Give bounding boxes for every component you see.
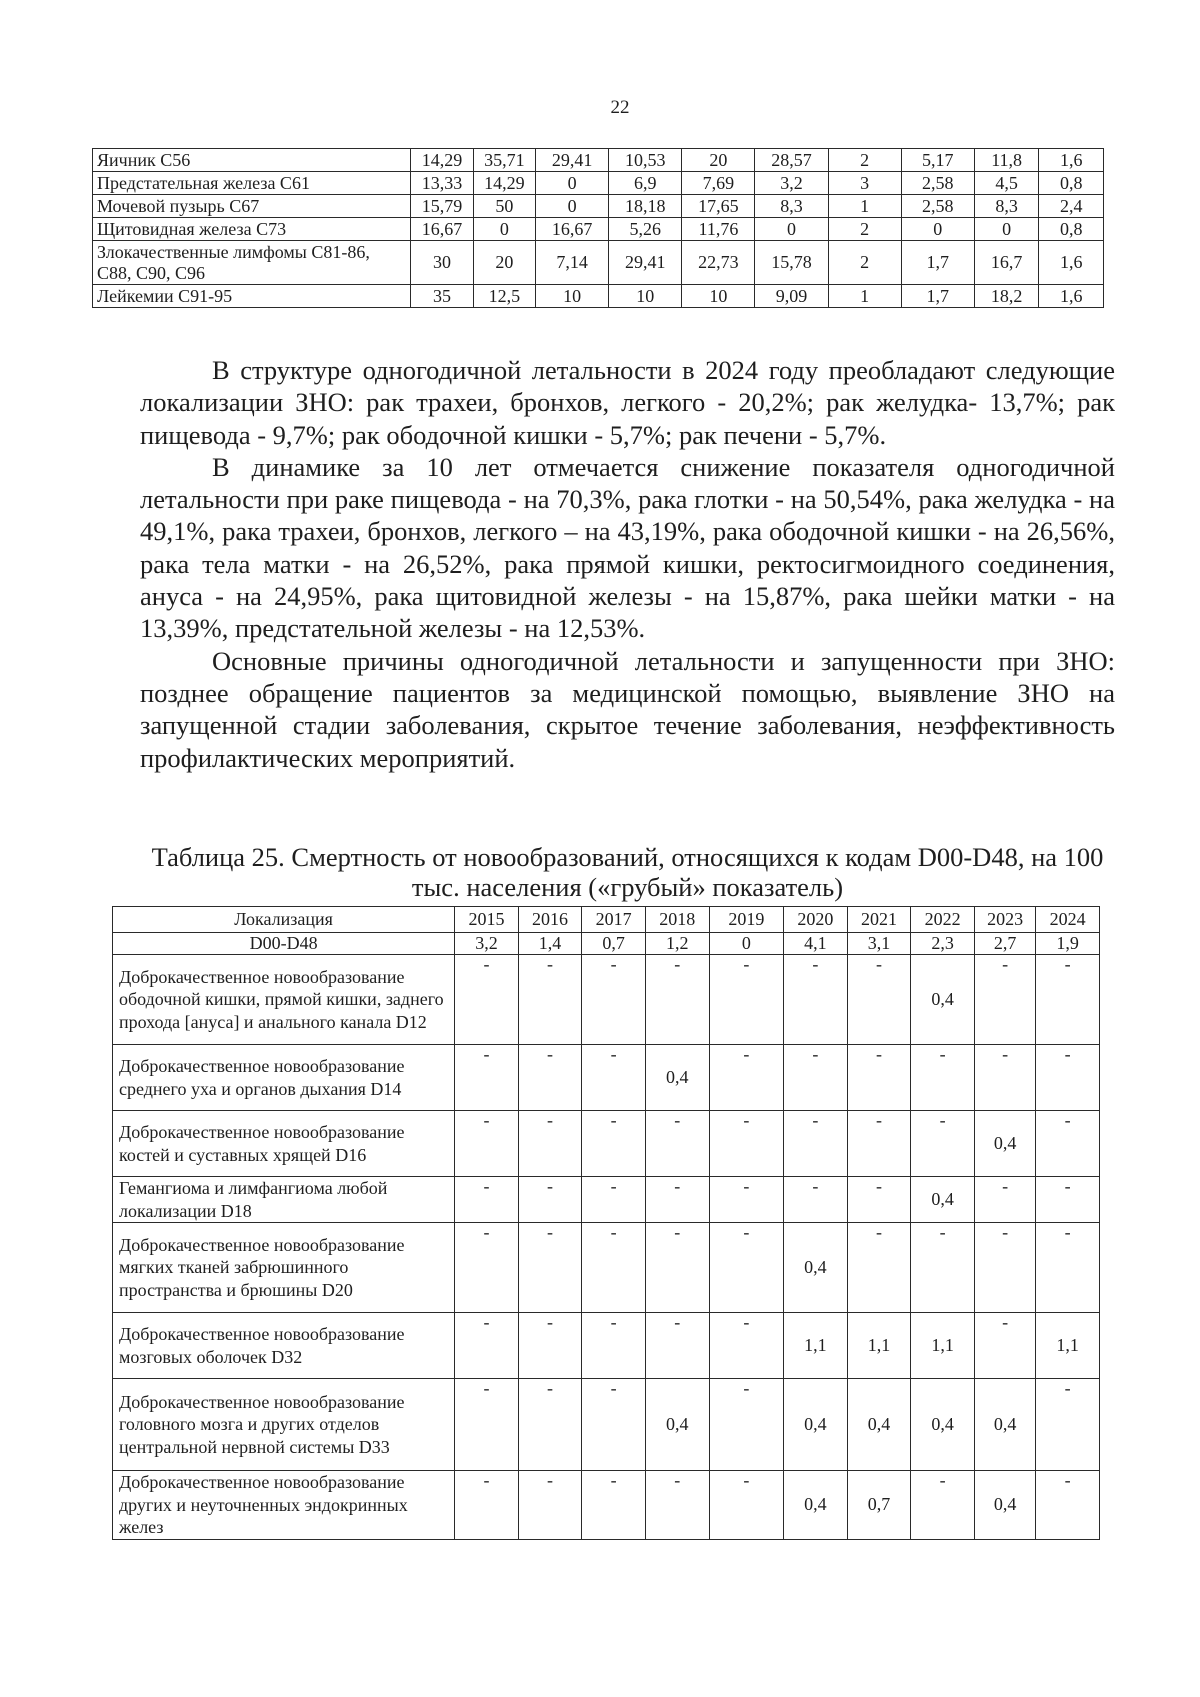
- table-cell: [582, 1177, 646, 1223]
- table-cell: 11,76: [682, 218, 755, 241]
- empty-dash: -: [812, 1176, 819, 1196]
- empty-dash: -: [610, 1312, 617, 1332]
- empty-dash: -: [812, 954, 819, 974]
- table-cell: [709, 1223, 784, 1313]
- table-cell: 3,2: [455, 933, 519, 955]
- table-cell: [455, 1471, 519, 1540]
- table-cell: [455, 1111, 519, 1177]
- table-cell: 8,3: [974, 195, 1039, 218]
- empty-dash: -: [1002, 1176, 1009, 1196]
- table-cell: 29,41: [536, 149, 609, 172]
- table-cell: 1,6: [1039, 241, 1104, 285]
- row-label: Мочевой пузырь С67: [93, 195, 411, 218]
- table-cell: 2,3: [911, 933, 975, 955]
- table-cell: 3,2: [755, 172, 828, 195]
- table-cell: 12,5: [473, 285, 535, 308]
- paragraph: В динамике за 10 лет отмечается снижение показателя одногодичной летальности при раке пищевода - на 70,3%, рака глотки - на 50,54%, рака желудка - на 49,1%, рака трахеи, бронхов, легкого – на 43,19%, рака ободочной кишки - на 26,56%, рака тела матки - на 26,52%, рака прямой кишки, ректосигмоидного соединения, ануса - на 24,95%, рака щитовидной железы - на 15,87%, рака шейки матки - на 13,39%, предстательной железы - на 12,53%.: [140, 451, 1115, 644]
- empty-dash: -: [1064, 1176, 1071, 1196]
- empty-dash: -: [743, 1222, 750, 1242]
- empty-dash: -: [1064, 1378, 1071, 1398]
- empty-dash: -: [610, 1176, 617, 1196]
- empty-dash: -: [483, 1470, 490, 1490]
- table-cell: 2: [828, 241, 901, 285]
- empty-dash: -: [674, 954, 681, 974]
- table-cell: [518, 1313, 582, 1379]
- table-cell: 10,53: [609, 149, 682, 172]
- table-cell: [847, 1045, 911, 1111]
- table-cell: [974, 1177, 1035, 1223]
- table-cell: [582, 955, 646, 1045]
- row-label: Щитовидная железа С73: [93, 218, 411, 241]
- empty-dash: -: [875, 1222, 882, 1242]
- row-label: Лейкемии С91-95: [93, 285, 411, 308]
- header-year: 2021: [847, 907, 911, 933]
- table-row: [93, 149, 1104, 172]
- table-cell: 1,2: [645, 933, 709, 955]
- table-cell: 35,71: [473, 149, 535, 172]
- empty-dash: -: [547, 954, 554, 974]
- empty-dash: -: [1064, 1470, 1071, 1490]
- table-cell: 28,57: [755, 149, 828, 172]
- empty-dash: -: [1064, 1044, 1071, 1064]
- row-label: Доброкачественное новообразование костей и суставных хрящей D16: [113, 1111, 455, 1177]
- table-cell: [784, 1313, 848, 1379]
- table-cell: 50: [473, 195, 535, 218]
- table-cell: [455, 1223, 519, 1313]
- table-cell: [455, 1313, 519, 1379]
- empty-dash: -: [674, 1312, 681, 1332]
- empty-dash: -: [547, 1176, 554, 1196]
- cell-value: 1,1: [1056, 1335, 1079, 1355]
- table-cell: 5,17: [901, 149, 974, 172]
- table-cell: 1,4: [518, 933, 582, 955]
- table-cell: [911, 1111, 975, 1177]
- table-cell: 1,7: [901, 285, 974, 308]
- table-cell: [784, 955, 848, 1045]
- row-label: Доброкачественное новообразование ободочной кишки, прямой кишки, заднего прохода [ануса] и анального канала D12: [113, 955, 455, 1045]
- table-cell: [784, 1471, 848, 1540]
- table-cell: 2: [828, 218, 901, 241]
- table-cell: [911, 1379, 975, 1471]
- table-cell: 2,4: [1039, 195, 1104, 218]
- empty-dash: -: [483, 1312, 490, 1332]
- empty-dash: -: [674, 1222, 681, 1242]
- table-cell: [645, 1379, 709, 1471]
- cell-value: 1,1: [804, 1335, 827, 1355]
- table-cell: 0: [974, 218, 1039, 241]
- table-row: [93, 241, 1104, 285]
- table-cell: [974, 1379, 1035, 1471]
- table-cell: 17,65: [682, 195, 755, 218]
- table-cell: [1036, 1223, 1100, 1313]
- cell-value: 0,4: [993, 1133, 1017, 1153]
- empty-dash: -: [483, 954, 490, 974]
- table-cell: 0: [473, 218, 535, 241]
- header-localization: Локализация: [113, 907, 455, 933]
- empty-dash: -: [1064, 1110, 1071, 1130]
- header-year: 2016: [518, 907, 582, 933]
- table-row: [93, 218, 1104, 241]
- table-cell: 14,29: [411, 149, 473, 172]
- table-row: [93, 285, 1104, 308]
- cell-value: 1,1: [931, 1335, 954, 1355]
- row-label: Доброкачественное новообразование мягких тканей забрюшинного пространства и брюшины D20: [113, 1223, 455, 1313]
- table-cell: [911, 1313, 975, 1379]
- row-label: Предстательная железа С61: [93, 172, 411, 195]
- empty-dash: -: [939, 1110, 946, 1130]
- cell-value: 0,4: [804, 1414, 827, 1434]
- table-cell: 0: [755, 218, 828, 241]
- empty-dash: -: [743, 954, 750, 974]
- table-row: [93, 195, 1104, 218]
- empty-dash: -: [674, 1470, 681, 1490]
- empty-dash: -: [875, 1044, 882, 1064]
- table-cell: [784, 1177, 848, 1223]
- table-cell: [645, 1045, 709, 1111]
- table-cell: 29,41: [609, 241, 682, 285]
- table-cell: [847, 1313, 911, 1379]
- table-cell: [847, 1223, 911, 1313]
- table-cell: [518, 1471, 582, 1540]
- table-cell: 11,8: [974, 149, 1039, 172]
- table-25: [112, 906, 1100, 1540]
- empty-dash: -: [1064, 954, 1071, 974]
- table-cell: [1036, 1045, 1100, 1111]
- table-cell: [709, 1379, 784, 1471]
- table-cell: [847, 1379, 911, 1471]
- table-row: [113, 1471, 1100, 1540]
- table-cell: 0: [901, 218, 974, 241]
- header-row: [113, 907, 1100, 933]
- table-cell: [974, 1111, 1035, 1177]
- table-cell: [582, 1223, 646, 1313]
- empty-dash: -: [547, 1110, 554, 1130]
- table-cell: [582, 1111, 646, 1177]
- table-cell: [709, 1177, 784, 1223]
- table-cell: 6,9: [609, 172, 682, 195]
- mortality-table-top: [92, 148, 1104, 308]
- header-year: 2023: [974, 907, 1035, 933]
- empty-dash: -: [610, 1044, 617, 1064]
- table-cell: [847, 1177, 911, 1223]
- paragraph: Основные причины одногодичной летальности и запущенности при ЗНО: позднее обращение пациентов за медицинской помощью, выявление ЗНО на запущенной стадии заболевания, скрытое течение заболевания, неэффективность профилактических мероприятий.: [140, 645, 1115, 773]
- empty-dash: -: [483, 1222, 490, 1242]
- table-cell: [582, 1379, 646, 1471]
- empty-dash: -: [610, 1378, 617, 1398]
- table-cell: [709, 1313, 784, 1379]
- table-cell: 15,79: [411, 195, 473, 218]
- table-cell: [1036, 1379, 1100, 1471]
- table-cell: 8,3: [755, 195, 828, 218]
- table-cell: [518, 955, 582, 1045]
- empty-dash: -: [939, 1470, 946, 1490]
- header-year: 2022: [911, 907, 975, 933]
- table-cell: 0: [709, 933, 784, 955]
- table-cell: 3,1: [847, 933, 911, 955]
- empty-dash: -: [743, 1378, 750, 1398]
- table-cell: 0: [536, 172, 609, 195]
- table-cell: 1: [828, 195, 901, 218]
- cell-value: 0,4: [993, 1414, 1017, 1434]
- table-cell: [582, 1045, 646, 1111]
- table-cell: [784, 1111, 848, 1177]
- empty-dash: -: [1002, 1222, 1009, 1242]
- table-cell: 20: [682, 149, 755, 172]
- empty-dash: -: [483, 1176, 490, 1196]
- table-cell: [455, 1045, 519, 1111]
- cell-value: 0,4: [665, 1414, 689, 1434]
- table-cell: 4,5: [974, 172, 1039, 195]
- table-cell: 16,67: [411, 218, 473, 241]
- table-cell: [1036, 1177, 1100, 1223]
- table-cell: 13,33: [411, 172, 473, 195]
- empty-dash: -: [875, 1176, 882, 1196]
- table-cell: 2,58: [901, 195, 974, 218]
- table-cell: 3: [828, 172, 901, 195]
- table-cell: 1,6: [1039, 285, 1104, 308]
- header-year: 2024: [1036, 907, 1100, 933]
- row-label: Яичник С56: [93, 149, 411, 172]
- table-cell: [911, 1045, 975, 1111]
- empty-dash: -: [547, 1470, 554, 1490]
- table-cell: 5,26: [609, 218, 682, 241]
- table-cell: 0: [536, 195, 609, 218]
- table-cell: [847, 1111, 911, 1177]
- table-cell: [518, 1045, 582, 1111]
- header-year: 2017: [582, 907, 646, 933]
- table-cell: [1036, 1313, 1100, 1379]
- table-row: [113, 1223, 1100, 1313]
- table-cell: 10: [609, 285, 682, 308]
- table-cell: [974, 1313, 1035, 1379]
- empty-dash: -: [547, 1378, 554, 1398]
- empty-dash: -: [743, 1470, 750, 1490]
- table-cell: [911, 1177, 975, 1223]
- table-cell: [1036, 1471, 1100, 1540]
- cell-value: 0,4: [931, 1189, 954, 1209]
- cell-value: 1,1: [867, 1335, 891, 1355]
- table-row: [113, 1313, 1100, 1379]
- table-cell: [709, 1045, 784, 1111]
- empty-dash: -: [610, 1110, 617, 1130]
- row-label: Доброкачественное новообразование среднего уха и органов дыхания D14: [113, 1045, 455, 1111]
- table-cell: 16,67: [536, 218, 609, 241]
- table-cell: 2: [828, 149, 901, 172]
- row-label: Доброкачественное новообразование других и неуточненных эндокринных желез: [113, 1471, 455, 1540]
- empty-dash: -: [547, 1312, 554, 1332]
- table-cell: [645, 1111, 709, 1177]
- table-cell: 15,78: [755, 241, 828, 285]
- table-cell: [455, 1379, 519, 1471]
- table-row: [93, 172, 1104, 195]
- table-cell: 2,58: [901, 172, 974, 195]
- table-cell: 16,7: [974, 241, 1039, 285]
- cell-value: 0,4: [804, 1257, 827, 1277]
- table-cell: 0,8: [1039, 218, 1104, 241]
- table-cell: 18,18: [609, 195, 682, 218]
- table-cell: [974, 955, 1035, 1045]
- cell-value: 0,4: [993, 1494, 1017, 1515]
- cell-value: 0,4: [665, 1067, 689, 1087]
- table-cell: [518, 1379, 582, 1471]
- table-cell: [518, 1223, 582, 1313]
- header-year: 2019: [709, 907, 784, 933]
- table-cell: [455, 1177, 519, 1223]
- header-year: 2015: [455, 907, 519, 933]
- table-cell: [645, 1313, 709, 1379]
- total-row: [113, 933, 1100, 955]
- table-cell: 1,9: [1036, 933, 1100, 955]
- table-cell: [645, 955, 709, 1045]
- table-row: [113, 955, 1100, 1045]
- table-cell: [847, 1471, 911, 1540]
- table-cell: [911, 955, 975, 1045]
- cell-value: 0,7: [867, 1494, 891, 1515]
- empty-dash: -: [743, 1044, 750, 1064]
- header-year: 2018: [645, 907, 709, 933]
- table-row: [113, 1111, 1100, 1177]
- table-row: [113, 1379, 1100, 1471]
- table-cell: [582, 1471, 646, 1540]
- empty-dash: -: [939, 1044, 946, 1064]
- table-cell: [518, 1177, 582, 1223]
- empty-dash: -: [674, 1110, 681, 1130]
- table-cell: [645, 1471, 709, 1540]
- row-label: Злокачественные лимфомы С81-86, С88, С90, С96: [93, 241, 411, 285]
- empty-dash: -: [743, 1176, 750, 1196]
- table-cell: 22,73: [682, 241, 755, 285]
- empty-dash: -: [812, 1110, 819, 1130]
- table-cell: 2,7: [974, 933, 1035, 955]
- table-cell: 14,29: [473, 172, 535, 195]
- table-cell: [582, 1313, 646, 1379]
- empty-dash: -: [547, 1044, 554, 1064]
- table-cell: 4,1: [784, 933, 848, 955]
- table-cell: [784, 1379, 848, 1471]
- empty-dash: -: [483, 1044, 490, 1064]
- empty-dash: -: [547, 1222, 554, 1242]
- empty-dash: -: [939, 1222, 946, 1242]
- cell-value: 0,4: [867, 1414, 891, 1434]
- table-cell: [518, 1111, 582, 1177]
- table-cell: [784, 1045, 848, 1111]
- empty-dash: -: [610, 1222, 617, 1242]
- table-cell: 9,09: [755, 285, 828, 308]
- empty-dash: -: [1002, 1312, 1009, 1332]
- empty-dash: -: [743, 1312, 750, 1332]
- table-cell: [911, 1471, 975, 1540]
- empty-dash: -: [610, 1470, 617, 1490]
- table-cell: 18,2: [974, 285, 1039, 308]
- table-cell: 1,6: [1039, 149, 1104, 172]
- table-cell: [974, 1471, 1035, 1540]
- table-cell: 7,69: [682, 172, 755, 195]
- table-cell: [709, 955, 784, 1045]
- body-text: [140, 354, 1115, 774]
- empty-dash: -: [743, 1110, 750, 1130]
- total-label: D00-D48: [113, 933, 455, 955]
- table-cell: 0,7: [582, 933, 646, 955]
- table-cell: [974, 1223, 1035, 1313]
- table-cell: 7,14: [536, 241, 609, 285]
- table-cell: [1036, 1111, 1100, 1177]
- table-cell: 10: [682, 285, 755, 308]
- table-cell: [455, 955, 519, 1045]
- empty-dash: -: [1002, 954, 1009, 974]
- table-cell: [974, 1045, 1035, 1111]
- table-row: [113, 1177, 1100, 1223]
- empty-dash: -: [1002, 1044, 1009, 1064]
- table-cell: [784, 1223, 848, 1313]
- table-cell: 10: [536, 285, 609, 308]
- empty-dash: -: [483, 1378, 490, 1398]
- table-cell: 30: [411, 241, 473, 285]
- table-cell: 35: [411, 285, 473, 308]
- cell-value: 0,4: [931, 989, 954, 1009]
- table-cell: 20: [473, 241, 535, 285]
- table-cell: [1036, 955, 1100, 1045]
- table-cell: [709, 1471, 784, 1540]
- empty-dash: -: [483, 1110, 490, 1130]
- empty-dash: -: [1064, 1222, 1071, 1242]
- paragraph: В структуре одногодичной летальности в 2024 году преобладают следующие локализации ЗНО: рак трахеи, бронхов, легкого - 20,2%; рак желудка- 13,7%; рак пищевода - 9,7%; рак ободочной кишки - 5,7%; рак печени - 5,7%.: [140, 355, 1115, 450]
- cell-value: 0,4: [804, 1494, 827, 1515]
- empty-dash: -: [674, 1176, 681, 1196]
- page-number: 22: [610, 97, 630, 118]
- table-row: [113, 1045, 1100, 1111]
- table-cell: [645, 1177, 709, 1223]
- row-label: Гемангиома и лимфангиома любой локализации D18: [113, 1177, 455, 1223]
- table-cell: [847, 955, 911, 1045]
- empty-dash: -: [875, 1110, 882, 1130]
- table-cell: 0,8: [1039, 172, 1104, 195]
- empty-dash: -: [875, 954, 882, 974]
- table-cell: [709, 1111, 784, 1177]
- table-cell: [645, 1223, 709, 1313]
- empty-dash: -: [610, 954, 617, 974]
- table-cell: [911, 1223, 975, 1313]
- row-label: Доброкачественное новообразование мозговых оболочек D32: [113, 1313, 455, 1379]
- empty-dash: -: [812, 1044, 819, 1064]
- row-label: Доброкачественное новообразование головного мозга и других отделов центральной нервной системы D33: [113, 1379, 455, 1471]
- table-caption: Таблица 25. Смертность от новообразований, относящихся к кодам D00-D48, на 100 тыс. населения («грубый» показатель): [151, 842, 1104, 902]
- table-cell: 1: [828, 285, 901, 308]
- header-year: 2020: [784, 907, 848, 933]
- table-cell: 1,7: [901, 241, 974, 285]
- cell-value: 0,4: [931, 1414, 954, 1434]
